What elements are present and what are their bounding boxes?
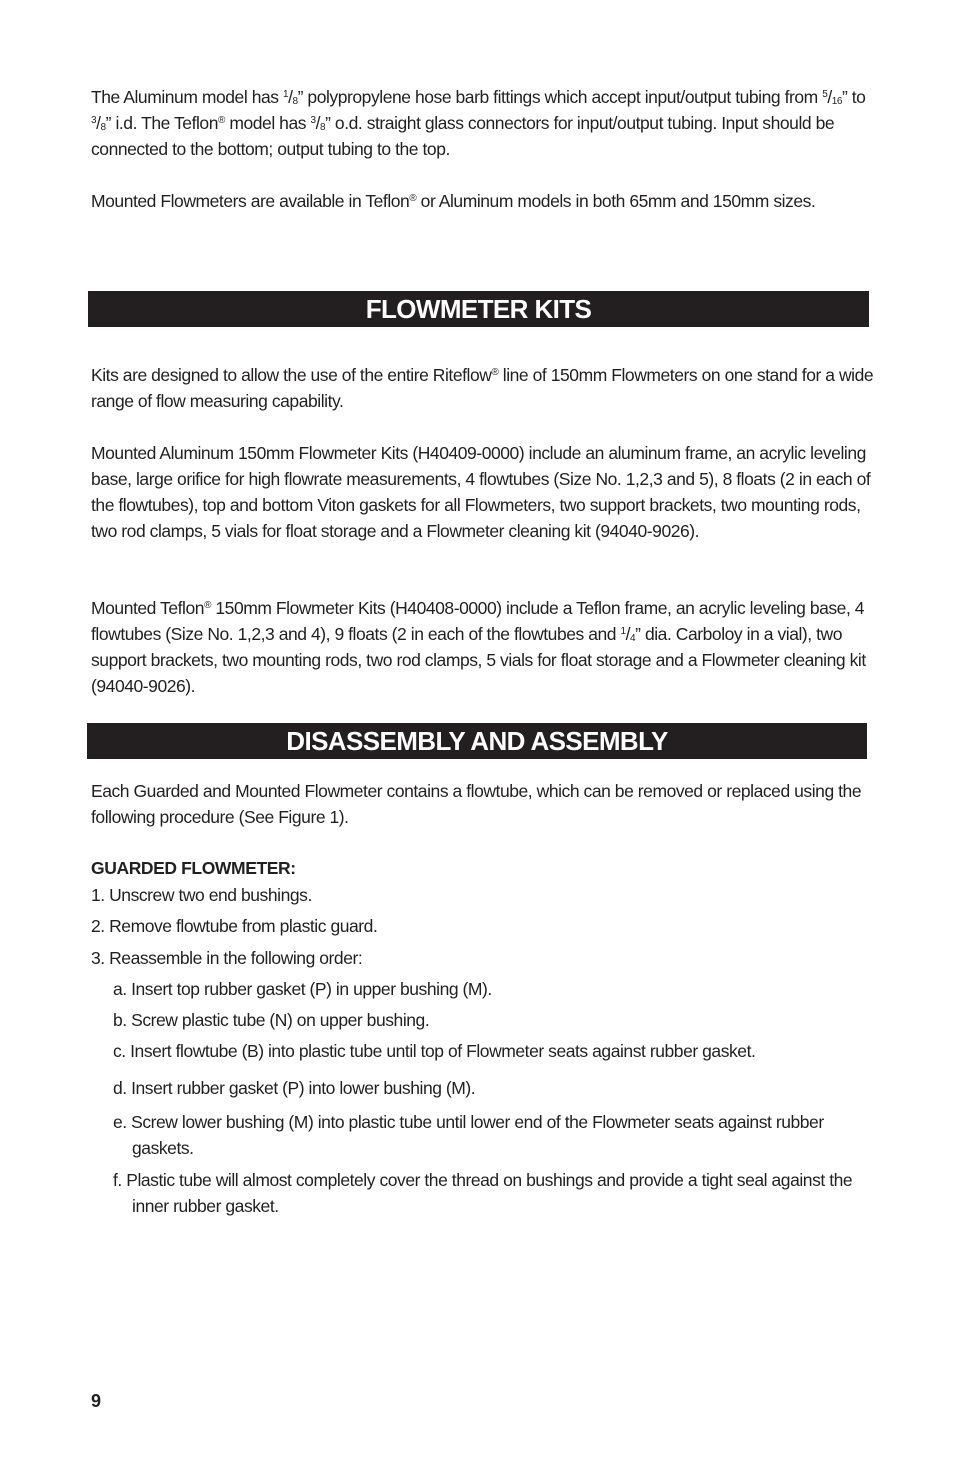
step-item: 1. Unscrew two end bushings. xyxy=(91,885,312,905)
step-item: 3. Reassemble in the following order: xyxy=(91,948,363,968)
fraction-slash: / xyxy=(315,113,320,133)
fraction-denominator: 8 xyxy=(320,122,326,133)
fraction-denominator: 8 xyxy=(292,96,298,107)
sub-step-item: d. Insert rubber gasket (P) into lower bushing (M). xyxy=(113,1078,476,1098)
text-run: or Aluminum models in both 65mm and 150mm sizes. xyxy=(416,191,816,211)
text-run: ” polypropylene hose barb fittings which accept input/output tubing from xyxy=(297,87,823,107)
disassembly-assembly-heading xyxy=(87,723,867,759)
step-item: 2. Remove flowtube from plastic guard. xyxy=(91,916,378,936)
intro-fittings-paragraph xyxy=(91,84,881,162)
text-run: Kits are designed to allow the use of the entire Riteflow xyxy=(91,365,492,385)
sub-step-item: c. Insert flowtube (B) into plastic tube until top of Flowmeter seats against rubber gasket. xyxy=(113,1041,756,1061)
kits-intro-paragraph xyxy=(91,362,881,414)
registered-mark: ® xyxy=(409,193,417,204)
fraction-numerator: 1 xyxy=(282,89,289,100)
text-run: ” dia. Carboloy in a vial), two support brackets, two mounting rods, two rod clamps, 5 vials for float storage and a Flowmeter cleaning kit (94040-9026). xyxy=(91,624,866,696)
text-run: line of 150mm Flowmeters on one stand for a wide range of flow measuring capability. xyxy=(91,365,874,411)
fraction-denominator: 8 xyxy=(100,122,106,133)
text-run: model has xyxy=(224,113,311,133)
sub-step-item: e. Screw lower bushing (M) into plastic tube until lower end of the Flowmeter seats against rubber gaskets. xyxy=(113,1112,824,1158)
teflon-kit-paragraph xyxy=(91,595,881,699)
sub-step-item: b. Screw plastic tube (N) on upper bushing. xyxy=(113,1010,430,1030)
fraction-denominator: 16 xyxy=(831,96,842,107)
fraction-numerator: 5 xyxy=(822,89,828,100)
registered-mark: ® xyxy=(218,115,225,126)
text-run: Mounted Teflon xyxy=(91,598,205,618)
fraction-slash: / xyxy=(827,87,832,107)
fraction-slash: / xyxy=(96,113,101,133)
text-run: ” o.d. straight glass connectors for input/output tubing. Input should be connected to the bottom; output tubing to the top. xyxy=(91,113,835,159)
intro-models-paragraph xyxy=(91,188,881,214)
assembly-intro-paragraph: Each Guarded and Mounted Flowmeter contains a flowtube, which can be removed or replaced using the following procedure (See Figure 1). xyxy=(91,781,862,827)
aluminum-kit-paragraph: Mounted Aluminum 150mm Flowmeter Kits (H40409-0000) include an aluminum frame, an acrylic leveling base, large orifice for high flowrate measurements, 4 flowtubes (Size No. 1,2,3 and 5), 8 floats (2 in each of the flowtubes), top and bottom Viton gaskets for all Flowmeters, two support brackets, two mounting rods, two rod clamps, 5 vials for float storage and a Flowmeter cleaning kit (94040-9026). xyxy=(91,443,871,541)
text-run: ” i.d. The Teflon xyxy=(105,113,219,133)
heading-text: DISASSEMBLY AND ASSEMBLY xyxy=(286,726,668,756)
fraction-slash: / xyxy=(288,87,293,107)
text-run: The Aluminum model has xyxy=(91,87,283,107)
heading-text: FLOWMETER KITS xyxy=(365,294,592,324)
sub-step-item: f. Plastic tube will almost completely cover the thread on bushings and provide a tight seal against the inner rubber gasket. xyxy=(113,1170,853,1216)
flowmeter-kits-heading xyxy=(88,291,869,327)
page-number: 9 xyxy=(91,1391,102,1411)
fraction-numerator: 3 xyxy=(310,115,316,126)
fraction-numerator: 3 xyxy=(91,115,97,126)
text-run: Mounted Flowmeters are available in Teflon xyxy=(91,191,410,211)
guarded-flowmeter-subheading: GUARDED FLOWMETER: xyxy=(91,858,296,878)
fraction-numerator: 1 xyxy=(620,626,626,637)
sub-step-item: a. Insert top rubber gasket (P) in upper bushing (M). xyxy=(113,979,492,999)
registered-mark: ® xyxy=(491,367,499,378)
text-run: 150mm Flowmeter Kits (H40408-0000) include a Teflon frame, an acrylic leveling base, 4 flowtubes (Size No. 1,2,3 and 4), 9 floats (2 in each of the flowtubes and xyxy=(91,598,865,644)
fraction-denominator: 4 xyxy=(630,633,636,644)
text-run: ” to xyxy=(841,87,866,107)
fraction-slash: / xyxy=(625,624,631,644)
registered-mark: ® xyxy=(204,600,211,611)
